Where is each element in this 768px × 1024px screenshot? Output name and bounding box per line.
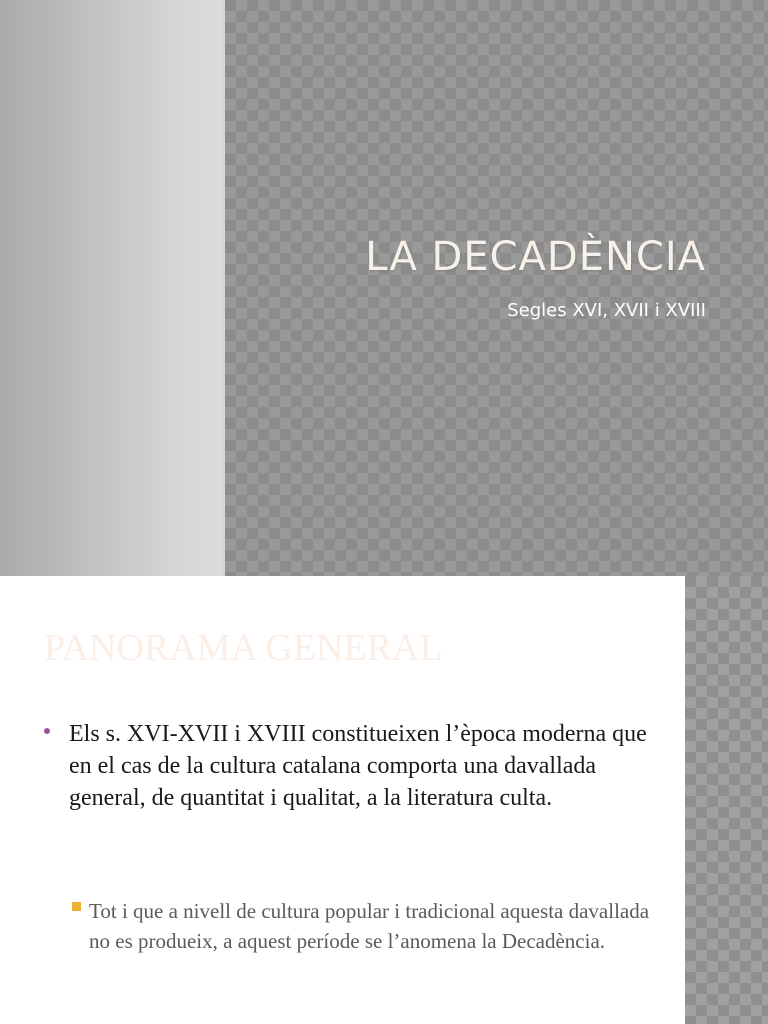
patterned-side-stripe [685, 576, 768, 1024]
sub-bullet-item [72, 896, 662, 956]
bullet-dot-icon [44, 728, 50, 734]
slide-title: LA DECADÈNCIA [365, 234, 706, 280]
bullet-item [44, 718, 664, 814]
content-slide [0, 576, 768, 1024]
patterned-background [225, 0, 768, 576]
bullet-text: Els s. XVI-XVII i XVIII constitueixen l’època moderna que en el cas de la cultura catalana comporta una davallada general, de quantitat i qualitat, a la literatura culta. [69, 721, 647, 811]
slide-subtitle: Segles XVI, XVII i XVIII [507, 300, 706, 321]
sub-bullet-text: Tot i que a nivell de cultura popular i tradicional aquesta davallada no es produeix, a aquest període se l’anomena la Decadència. [89, 899, 650, 953]
section-title: PANORAMA GENERAL [44, 627, 443, 669]
left-gradient-panel [0, 0, 224, 576]
square-bullet-icon [72, 902, 81, 911]
